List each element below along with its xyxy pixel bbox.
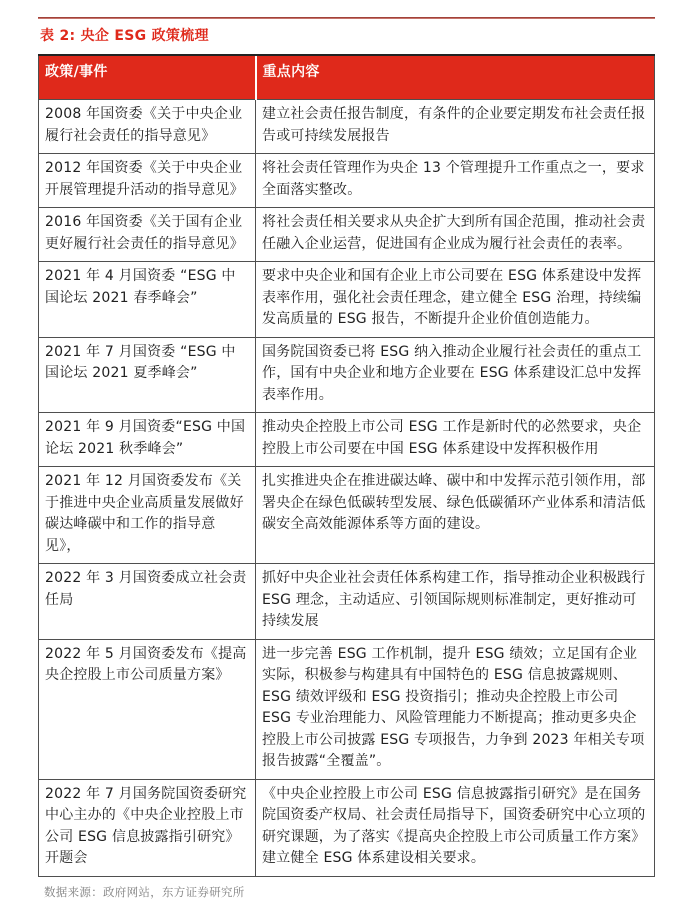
policy-cell: 2016 年国资委《关于国有企业更好履行社会责任的指导意见》 xyxy=(39,208,256,262)
table-header xyxy=(39,55,655,100)
table-row xyxy=(39,262,655,338)
top-rule-divider xyxy=(38,17,655,19)
table-title: 表 2: 央企 ESG 政策梳理 xyxy=(40,28,209,44)
column-header-content: 重点内容 xyxy=(256,55,655,100)
table-row xyxy=(39,208,655,262)
table-row xyxy=(39,564,655,640)
table-row xyxy=(39,639,655,779)
table-row xyxy=(39,100,655,154)
table-row xyxy=(39,337,655,413)
content-cell: 进一步完善 ESG 工作机制，提升 ESG 绩效；立足国有企业实际，积极参与构建具有中国特色的 ESG 信息披露规则、ESG 绩效评级和 ESG 投资指引；推动央企控股上市公司 ESG 专业治理能力、风险管理能力不断提高；推动更多央企控股上市公司披露 ESG 专项报告，力争到 2023 年相关专项报告披露“全覆盖”。 xyxy=(256,639,655,779)
policy-cell: 2022 年 7 月国务院国资委研究中心主办的《中央企业控股上市公司 ESG 信息披露指引研究》开题会 xyxy=(39,779,256,876)
table-row xyxy=(39,154,655,208)
content-cell: 《中央企业控股上市公司 ESG 信息披露指引研究》是在国务院国资委产权局、社会责任局指导下，国资委研究中心立项的研究课题，为了落实《提高央企控股上市公司质量工作方案》建立健全 ESG 体系建设相关要求。 xyxy=(256,779,655,876)
policy-cell: 2022 年 5 月国资委发布《提高央企控股上市公司质量方案》 xyxy=(39,639,256,779)
esg-policy-table xyxy=(38,54,655,877)
column-header-policy: 政策/事件 xyxy=(39,55,256,100)
content-cell: 国务院国资委已将 ESG 纳入推动企业履行社会责任的重点工作，国有中央企业和地方企业要在 ESG 体系建设汇总中发挥表率作用。 xyxy=(256,337,655,413)
content-cell: 扎实推进央企在推进碳达峰、碳中和中发挥示范引领作用，部署央企在绿色低碳转型发展、绿色低碳循环产业体系和清洁低碳安全高效能源体系等方面的建设。 xyxy=(256,467,655,564)
policy-cell: 2022 年 3 月国资委成立社会责任局 xyxy=(39,564,256,640)
content-cell: 建立社会责任报告制度，有条件的企业要定期发布社会责任报告或可持续发展报告 xyxy=(256,100,655,154)
policy-cell: 2021 年 7 月国资委 “ESG 中国论坛 2021 夏季峰会” xyxy=(39,337,256,413)
content-cell: 要求中央企业和国有企业上市公司要在 ESG 体系建设中发挥表率作用，强化社会责任理念，建立健全 ESG 治理，持续编发高质量的 ESG 报告，不断提升企业价值创造能力。 xyxy=(256,262,655,338)
policy-cell: 2021 年 4 月国资委 “ESG 中国论坛 2021 春季峰会” xyxy=(39,262,256,338)
content-cell: 将社会责任相关要求从央企扩大到所有国企范围，推动社会责任融入企业运营，促进国有企业成为履行社会责任的表率。 xyxy=(256,208,655,262)
policy-cell: 2012 年国资委《关于中央企业开展管理提升活动的指导意见》 xyxy=(39,154,256,208)
policy-cell: 2021 年 9 月国资委“ESG 中国论坛 2021 秋季峰会” xyxy=(39,413,256,467)
policy-cell: 2008 年国资委《关于中央企业履行社会责任的指导意见》 xyxy=(39,100,256,154)
content-cell: 推动央企控股上市公司 ESG 工作是新时代的必然要求，央企控股上市公司要在中国 ESG 体系建设中发挥积极作用 xyxy=(256,413,655,467)
content-cell: 抓好中央企业社会责任体系构建工作，指导推动企业积极践行 ESG 理念，主动适应、引领国际规则标准制定，更好推动可持续发展 xyxy=(256,564,655,640)
table-row xyxy=(39,467,655,564)
data-source-note: 数据来源：政府网站，东方证券研究所 xyxy=(44,884,245,899)
content-cell: 将社会责任管理作为央企 13 个管理提升工作重点之一，要求全面落实整改。 xyxy=(256,154,655,208)
policy-cell: 2021 年 12 月国资委发布《关于推进中央企业高质量发展做好碳达峰碳中和工作的指导意见》， xyxy=(39,467,256,564)
figure-container xyxy=(38,0,655,900)
table-body xyxy=(39,100,655,877)
table-row xyxy=(39,413,655,467)
header-row xyxy=(39,55,655,100)
table-row xyxy=(39,779,655,876)
